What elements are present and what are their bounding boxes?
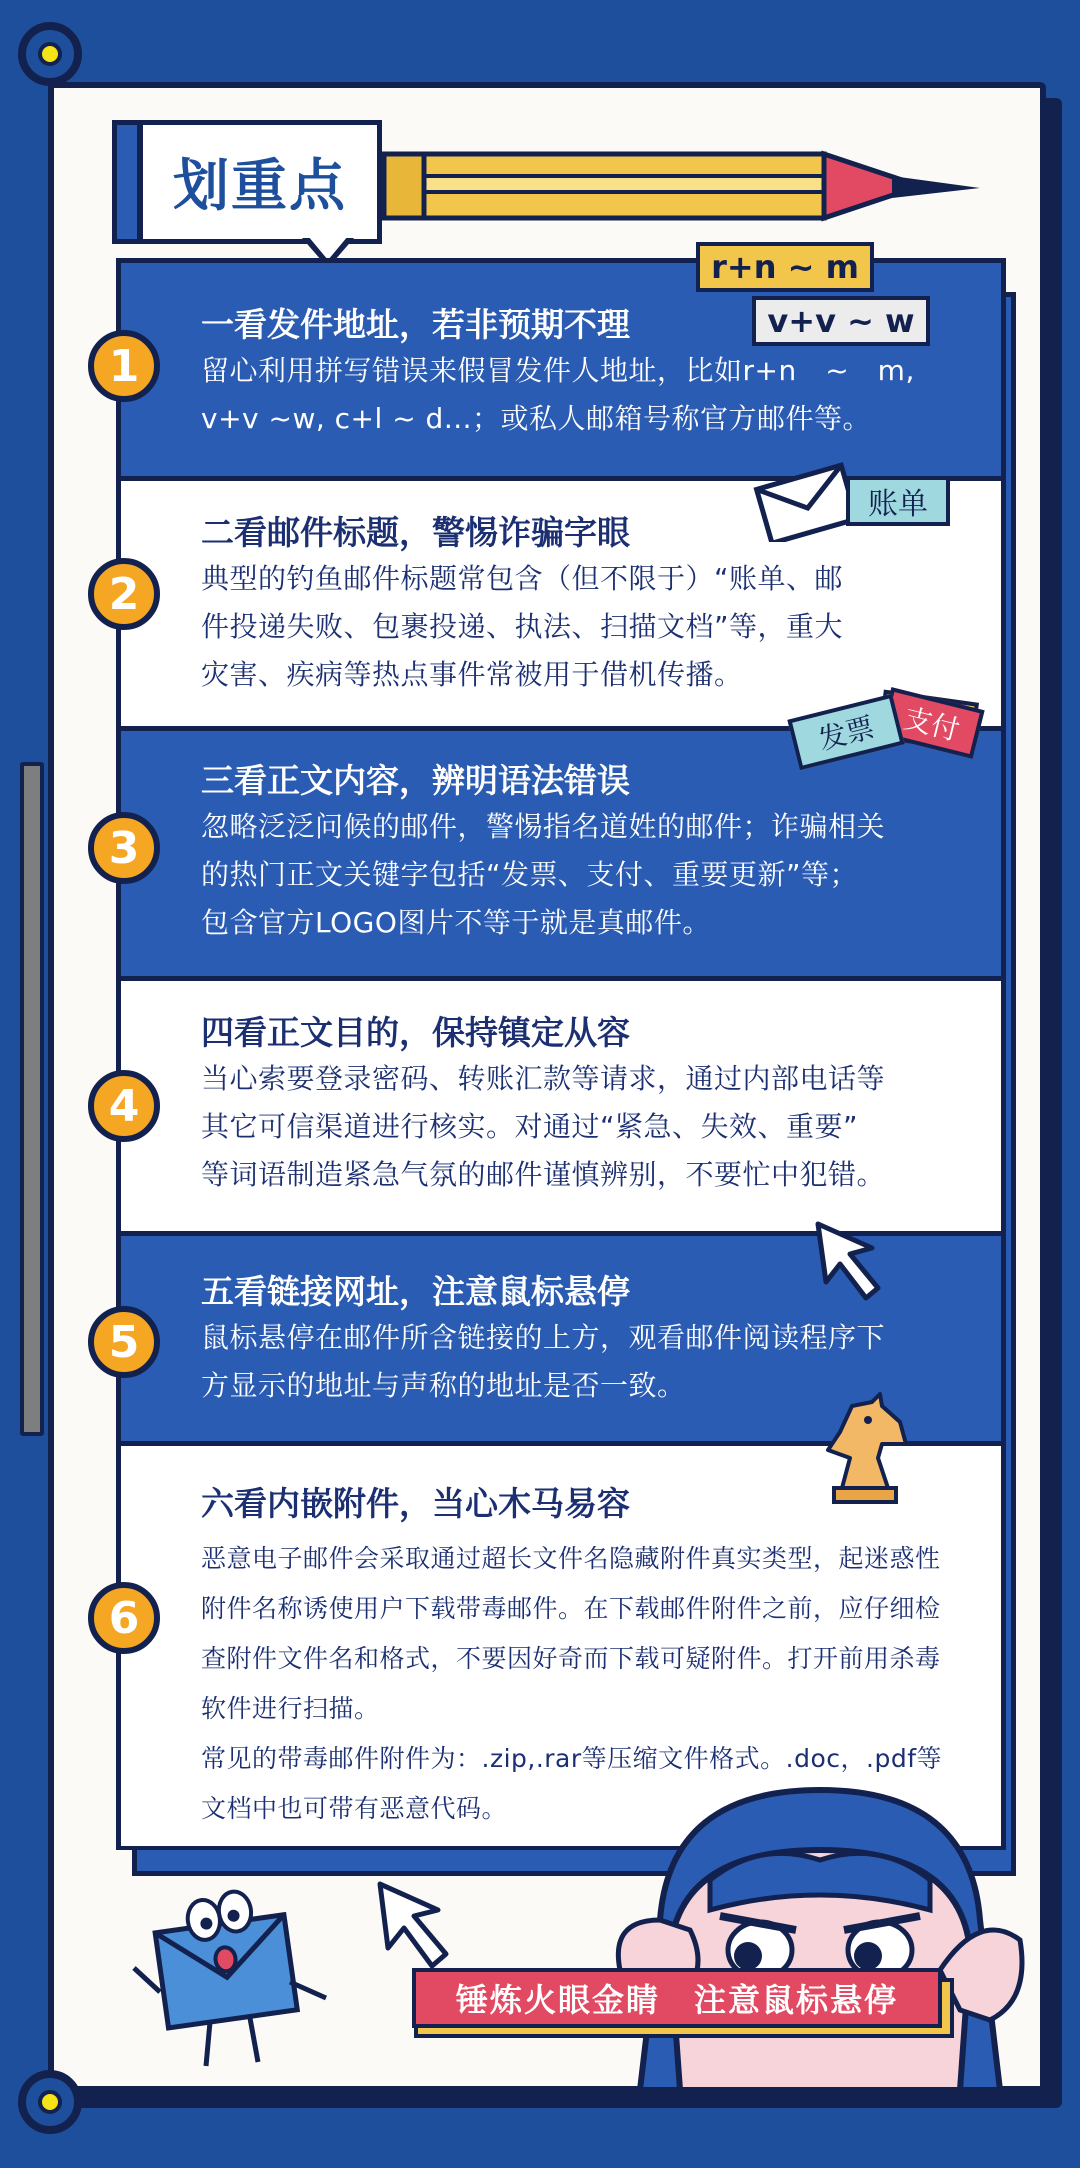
cursor-arrow-icon-bottom — [372, 1876, 462, 1976]
character-illustration — [600, 1770, 1040, 2090]
section-4-line-3: 等词语制造紧急气氛的邮件谨慎辨别，不要忙中犯错。 — [201, 1158, 886, 1191]
section-1-title: 一看发件地址，若非预期不理 — [201, 305, 630, 344]
section-3-line-1: 忽略泛泛问候的邮件，警惕指名道姓的邮件；诈骗相关 — [201, 810, 886, 843]
tag-pay: 支付 — [879, 687, 984, 759]
title-tail — [308, 236, 348, 260]
cursor-arrow-icon — [812, 1218, 892, 1308]
corner-dot-bottom — [18, 2070, 82, 2134]
section-3-line-2: 的热门正文关键字包括“发票、支付、重要更新”等； — [201, 858, 859, 891]
section-1-line-2: v+v ~w, c+l ~ d...；或私人邮箱号称官方邮件等。 — [201, 402, 872, 435]
slogan-banner: 锤炼火眼金睛 注意鼠标悬停 — [412, 1968, 942, 2028]
tag-invoice: 发票 — [787, 694, 904, 771]
section-6-line-3: 查附件文件名和格式，不要因好奇而下载可疑附件。打开前用杀毒 — [201, 1644, 941, 1673]
title-tab — [112, 120, 382, 250]
trojan-horse-icon — [820, 1392, 910, 1508]
section-3-title: 三看正文内容，辨明语法错误 — [201, 761, 630, 800]
page-title: 划重点 — [173, 154, 347, 219]
badge-6: 6 — [88, 1582, 160, 1654]
badge-2: 2 — [88, 558, 160, 630]
pencil-icon — [380, 148, 980, 228]
section-6-line-5: 常见的带毒邮件附件为：.zip,.rar等压缩文件格式。.doc，.pdf等 — [201, 1744, 942, 1773]
section-6-line-6: 文档中也可带有恶意代码。 — [201, 1794, 508, 1823]
tag-bill: 账单 — [846, 476, 950, 526]
section-2-line-2: 件投递失败、包裹投递、执法、扫描文档”等，重大 — [201, 610, 844, 643]
side-scrollbar[interactable] — [20, 762, 44, 1436]
section-5-line-1: 鼠标悬停在邮件所含链接的上方，观看邮件阅读程序下 — [201, 1321, 886, 1354]
section-6-title: 六看内嵌附件，当心木马易容 — [201, 1484, 630, 1523]
badge-1: 1 — [88, 330, 160, 402]
section-1-line-1: 留心利用拼写错误来假冒发件人地址，比如r+n ~ m, — [201, 354, 915, 387]
section-2-line-1: 典型的钓鱼邮件标题常包含（但不限于）“账单、邮 — [201, 562, 844, 595]
section-6-line-1: 恶意电子邮件会采取通过超长文件名隐藏附件真实类型，起迷惑性 — [201, 1544, 941, 1573]
section-3 — [121, 731, 1001, 981]
section-2-title: 二看邮件标题，警惕诈骗字眼 — [201, 513, 630, 552]
envelope-mascot-icon — [130, 1882, 340, 2072]
section-6-line-2: 附件名称诱使用户下载带毒邮件。在下载邮件附件之前，应仔细检 — [201, 1594, 941, 1623]
section-3-line-3: 包含官方LOGO图片不等于就是真邮件。 — [201, 906, 711, 939]
section-4-line-1: 当心索要登录密码、转账汇款等请求，通过内部电话等 — [201, 1062, 886, 1095]
corner-dot-top — [18, 22, 82, 86]
section-5-title: 五看链接网址，注意鼠标悬停 — [201, 1272, 630, 1311]
badge-5: 5 — [88, 1306, 160, 1378]
tag-rnm: r+n ~ m — [696, 242, 874, 292]
section-5-line-2: 方显示的地址与声称的地址是否一致。 — [201, 1369, 686, 1402]
section-4 — [121, 981, 1001, 1236]
section-4-line-2: 其它可信渠道进行核实。对通过“紧急、失效、重要” — [201, 1110, 859, 1143]
badge-4: 4 — [88, 1070, 160, 1142]
section-6-line-4: 软件进行扫描。 — [201, 1694, 380, 1723]
title-box — [138, 120, 382, 244]
tag-vvw: v+v ~ w — [752, 296, 930, 346]
section-2-line-3: 灾害、疾病等热点事件常被用于借机传播。 — [201, 658, 743, 691]
section-4-title: 四看正文目的，保持镇定从容 — [201, 1013, 630, 1052]
badge-3: 3 — [88, 812, 160, 884]
